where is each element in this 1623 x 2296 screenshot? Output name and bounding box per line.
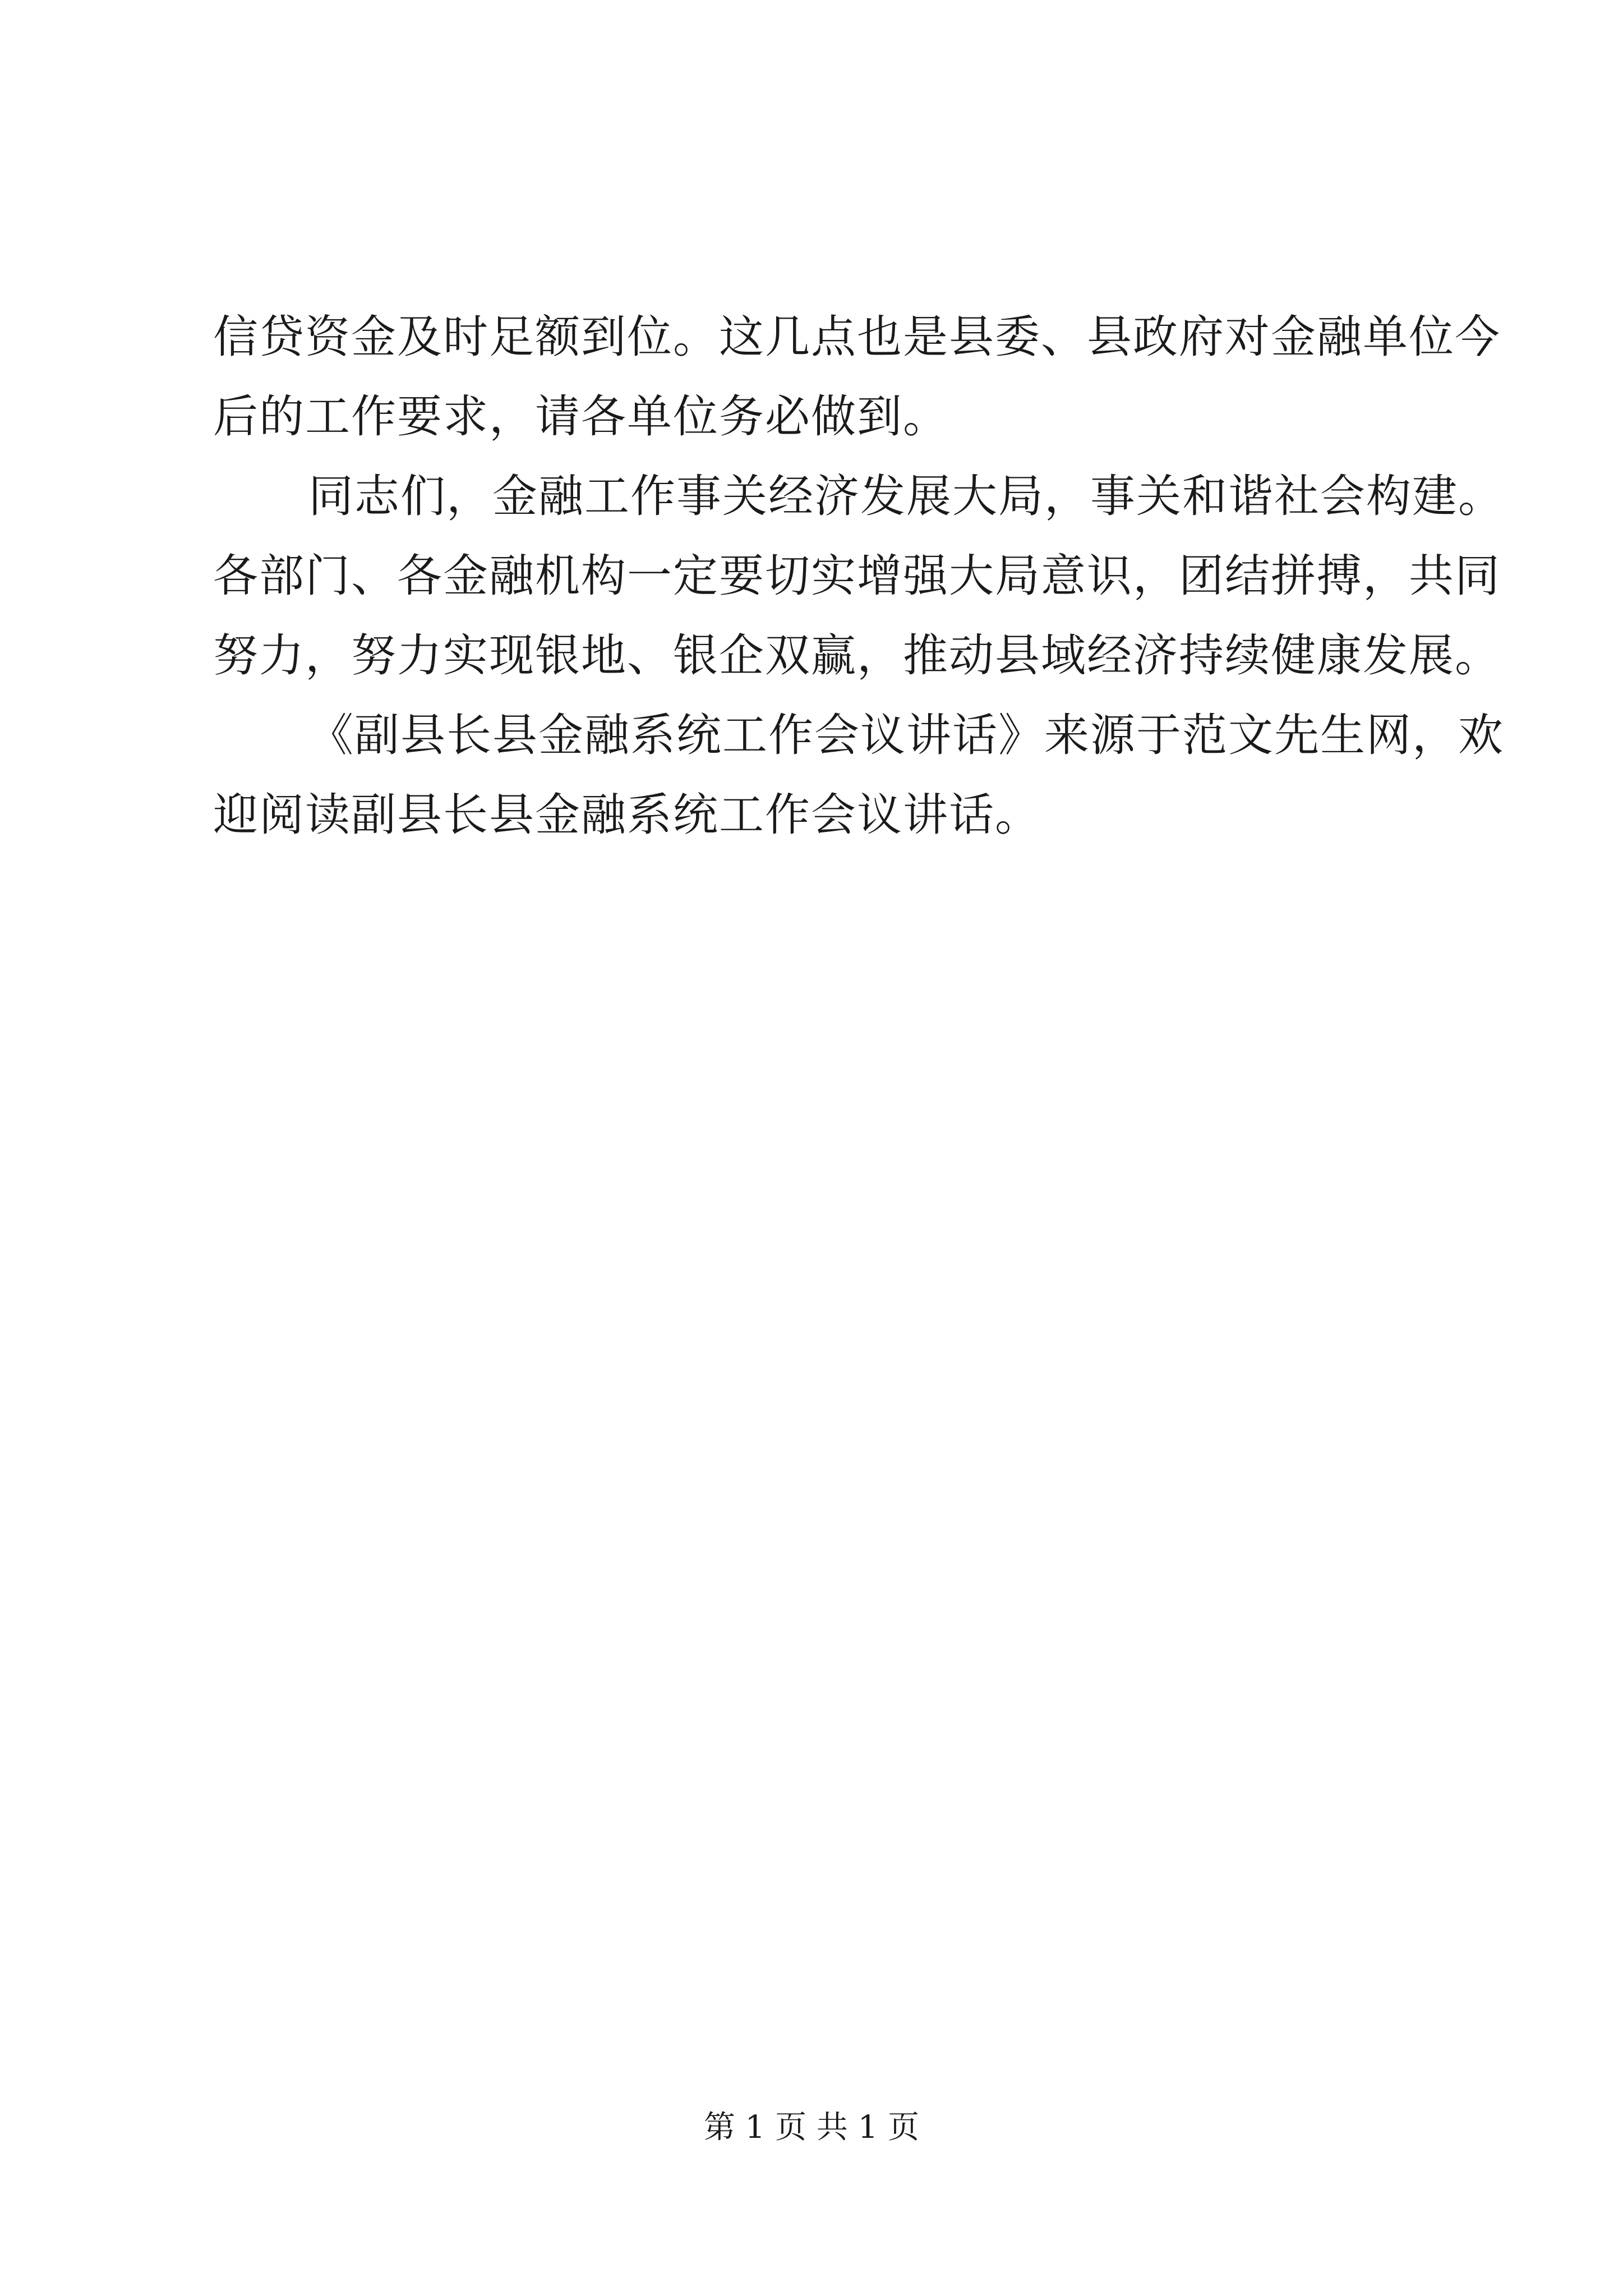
paragraph-2-line-2: 各部门、各金融机构一定要切实增强大局意识，团结拼搏，共同 (213, 550, 1501, 602)
paragraph-2-line-1: 同志们，金融工作事关经济发展大局，事关和谐社会构建。 (308, 470, 1504, 522)
paragraph-3-line-1: 《副县长县金融系统工作会议讲话》来源于范文先生网，欢 (308, 709, 1504, 761)
page-number-footer: 第 1 页 共 1 页 (703, 2109, 920, 2146)
paragraph-3-line-2: 迎阅读副县长县金融系统工作会议讲话。 (213, 789, 1041, 841)
paragraph-1-line-2: 后的工作要求，请各单位务必做到。 (213, 390, 949, 443)
paragraph-1-line-1: 信贷资金及时足额到位。这几点也是县委、县政府对金融单位今 (213, 311, 1501, 363)
document-body (213, 297, 1504, 855)
paragraph-2-line-3: 努力，努力实现银地、银企双赢，推动县域经济持续健康发展。 (213, 629, 1501, 682)
